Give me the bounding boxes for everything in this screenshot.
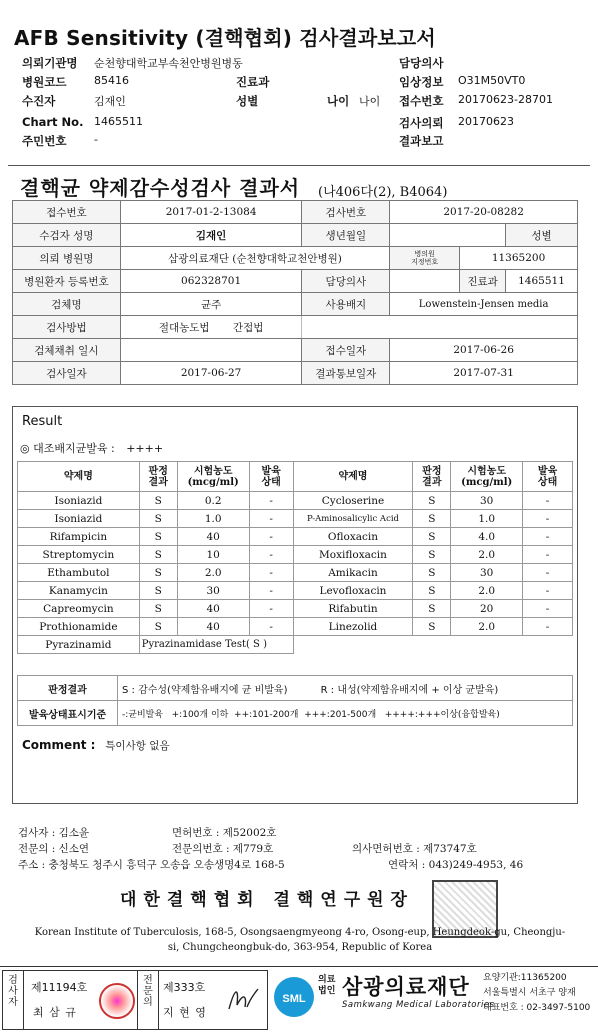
cell-label: 검사번호 [302,201,390,224]
report-date: 2017-07-31 [390,362,578,385]
institute-name-ko: 대한결핵협회 결핵연구원장 [120,890,414,910]
drug-growth: - [523,528,573,546]
control-growth-label: ◎ 대조배지균발육 : [20,442,115,455]
drug-row [18,564,573,582]
drug-row [18,528,573,546]
cell-label: 검체채취 일시 [13,339,121,362]
patient-value: 김재인 [94,95,126,108]
drug-name: Prothionamide [18,618,140,636]
cell-label: 병원환자 등록번호 [13,270,121,293]
specialist-vlabel: 전 문 의 [143,975,153,1008]
drug-growth: - [249,546,293,564]
comment [22,738,169,753]
drug-concentration: 40 [177,528,249,546]
header-verdict: 판정 결과 [139,462,177,492]
drug-verdict: S [413,618,451,636]
drug-concentration: 4.0 [451,528,523,546]
drug-growth: - [249,492,293,510]
drug-verdict: S [139,618,177,636]
drug-concentration: 1.0 [177,510,249,528]
cell-label: 성별 [506,224,578,247]
dob [390,224,506,247]
method-1: 절대농도법 [158,321,210,334]
comment-label: Comment : [22,738,96,752]
registration-no: 062328701 [120,270,302,293]
hospital-code: 11365200 [460,247,578,270]
hospital-name: 삼광의료재단 (순천향대학교천안병원) [120,247,390,270]
tester-name: 최 삼 규 [33,1006,77,1019]
cell-label: 수검자 성명 [13,224,121,247]
test-request-label: 검사의뢰 [399,116,444,130]
hospital-code-value: 85416 [94,74,129,87]
institution-code: 요양기관:11365200 [483,973,567,983]
result-report-label: 결과보고 [399,134,444,148]
sex-label: 성별 [236,94,259,108]
drug-name: P-Aminosalicylic Acid [293,510,413,528]
clinical-info-value: O31M50VT0 [458,74,526,87]
drug-concentration: 30 [451,492,523,510]
drug-verdict: S [139,510,177,528]
receive-date: 2017-06-26 [390,339,578,362]
drug-name: Ethambutol [18,564,140,582]
comment-value: 특이사항 없음 [105,740,170,752]
header-drug: 약제명 [293,462,413,492]
drug-verdict: S [413,546,451,564]
drug-growth: - [523,510,573,528]
drug-verdict: S [139,528,177,546]
drug-growth: - [523,618,573,636]
department: 1465511 [506,270,578,293]
chart-no-value: 1465511 [94,115,143,128]
drug-verdict: S [413,564,451,582]
institution-address: 서울특별시 서초구 양재 [483,988,576,998]
drug-verdict: S [413,582,451,600]
drug-table [17,461,573,654]
drug-concentration: 10 [177,546,249,564]
drug-concentration: 40 [177,600,249,618]
method [120,316,302,339]
patient-label: 수진자 [22,94,56,108]
header-verdict: 판정 결과 [413,462,451,492]
result-title: Result [22,414,63,429]
drug-growth: - [249,600,293,618]
drug-name: Isoniazid [18,492,140,510]
institute-name-en: Korean Institute of Tuberculosis, 168-5, Osongsaengmyeong 4-ro, Osong-eup, Heungdeok-gu, Cheongju-si, Chungcheongbuk-do, 363-954, Republic of Korea [34,927,566,953]
drug-growth: - [249,582,293,600]
drug-name: Capreomycin [18,600,140,618]
cell-label: 검사방법 [13,316,121,339]
drug-name: Isoniazid [18,510,140,528]
drug-concentration: 30 [451,564,523,582]
patient-info-table [12,200,578,385]
drug-verdict: S [139,582,177,600]
drug-name: Kanamycin [18,582,140,600]
drug-row [18,582,573,600]
header-growth: 발육 상태 [523,462,573,492]
cell-label: 생년월일 [302,224,390,247]
drug-verdict: S [413,600,451,618]
cell-label: 검체명 [13,293,121,316]
drug-name: Rifampicin [18,528,140,546]
age-value: 나이 [359,95,381,108]
drug-growth: - [249,510,293,528]
medium: Lowenstein-Jensen media [390,293,578,316]
drug-row [18,618,573,636]
tester-stamp [99,983,135,1019]
drug-growth: - [523,600,573,618]
drug-name: Pyrazinamid [18,636,140,654]
drug-name: Levofloxacin [293,582,413,600]
receipt-number-label: 접수번호 [399,94,444,108]
drug-verdict: S [139,564,177,582]
drug-concentration: 40 [177,618,249,636]
drug-row [18,546,573,564]
collect-date [120,339,302,362]
pyrazinamide-row [18,636,573,654]
drug-name: Amikacin [293,564,413,582]
drug-concentration: 2.0 [451,582,523,600]
growth-legend: -:균비발육 +:100개 이하 ++:101-200개 +++:201-500개 ++++:+++이상(융합발육) [118,701,573,726]
drug-row [18,600,573,618]
signature-box [2,970,268,1030]
drug-verdict: S [413,492,451,510]
cell-label: 접수일자 [302,339,390,362]
attending-doctor-label: 담당의사 [399,56,444,70]
receipt-number-value: 20170623-28701 [458,93,553,106]
drug-growth: - [523,492,573,510]
brand-english: Samkwang Medical Laboratories [342,1000,495,1010]
tester-number: 제11194호 [31,981,88,994]
header-conc: 시험농도 (mcg/ml) [451,462,523,492]
logo-text: SML [282,993,306,1005]
brand-name: 삼광의료재단 [342,975,470,999]
pza-result: Pyrazinamidase Test( S ) [139,636,293,654]
drug-name: Cycloserine [293,492,413,510]
specialist-license: 전문의번호 : 제779호 [172,843,274,855]
signature-scribble [225,983,261,1017]
drug-verdict: S [139,492,177,510]
header-growth: 발육 상태 [249,462,293,492]
report-title: AFB Sensitivity (결핵협회) 검사결과보고서 [14,26,436,50]
doctor [390,270,460,293]
cell-label: 의뢰 병원명 [13,247,121,270]
clinical-info-label: 임상정보 [399,75,444,89]
scan-report-code: (나406다(2), B4064) [318,185,448,200]
drug-name: Streptomycin [18,546,140,564]
drug-name: Ofloxacin [293,528,413,546]
drug-concentration: 20 [451,600,523,618]
chart-no-label: Chart No. [22,115,84,129]
drug-concentration: 2.0 [451,618,523,636]
brand-small-1: 의료 [318,975,336,985]
age-label: 나이 [327,94,350,108]
cell-label: 병의원 지정번호 [390,247,460,270]
drug-growth: - [249,564,293,582]
drug-name: Linezolid [293,618,413,636]
empty-cell [293,636,572,654]
verdict-r: R : 내성(약제함유배지에 + 이상 균발육) [320,684,499,696]
specimen: 균주 [120,293,302,316]
drug-name: Moxifloxacin [293,546,413,564]
drug-verdict: S [413,528,451,546]
brand-small-2: 법인 [318,986,336,996]
institution-phone: 대표번호 : 02-3497-5100 [483,1003,591,1013]
empty-cell [302,316,578,339]
address: 주소 : 충청북도 청주시 흥덕구 오송읍 오송생명4로 168-5 [18,859,285,871]
specialist-name: 지 현 영 [163,1006,207,1019]
growth-label: 발육상태표시기준 [18,701,118,726]
scan-report-title: 결핵균 약제감수성검사 결과서 [20,176,301,200]
examiner-license: 면허번호 : 제52002호 [172,827,277,839]
verdict-label: 판정결과 [18,676,118,701]
header-drug: 약제명 [18,462,140,492]
hospital-code-label: 병원코드 [22,75,67,89]
resident-no-label: 주민번호 [22,134,67,148]
drug-row [18,492,573,510]
drug-concentration: 2.0 [177,564,249,582]
drug-table-body [18,492,573,654]
drug-name: Rifabutin [293,600,413,618]
drug-growth: - [523,582,573,600]
control-growth-value: ++++ [126,442,164,455]
brand-prefix [318,975,335,997]
specialist-number: 제333호 [163,981,206,994]
drug-verdict: S [139,600,177,618]
requesting-institution-value: 순천향대학교부속천안병원병동 [94,57,243,70]
examiner: 검사자 : 김소윤 [18,827,90,839]
cell-label: 접수번호 [13,201,121,224]
test-no: 2017-20-08282 [390,201,578,224]
header-conc: 시험농도 (mcg/ml) [177,462,249,492]
footer [0,966,598,1035]
legend-table [17,675,573,726]
tester-vlabel: 검 사 자 [8,975,18,1008]
cell-label: 검사일자 [13,362,121,385]
method-2: 간접법 [232,321,264,334]
control-growth [20,440,163,456]
drug-concentration: 0.2 [177,492,249,510]
drug-row [18,510,573,528]
drug-concentration: 30 [177,582,249,600]
contact: 연락처 : 043)249-4953, 46 [388,859,524,871]
patient-name: 김재인 [120,224,302,247]
doctor-license: 의사면허번호 : 제73747호 [352,843,477,855]
verdict-s: S : 감수성(약제함유배지에 균 비발육) [122,684,288,696]
drug-verdict: S [139,546,177,564]
verdict-legend [118,676,573,701]
drug-verdict: S [413,510,451,528]
department-label: 진료과 [236,75,270,89]
drug-growth: - [523,564,573,582]
cell-label: 사용배지 [302,293,390,316]
drug-growth: - [249,528,293,546]
cell-label: 결과통보일자 [302,362,390,385]
requesting-institution-label: 의뢰기관명 [22,56,78,70]
drug-concentration: 1.0 [451,510,523,528]
cell-label: 담당의사 [302,270,390,293]
test-request-value: 20170623 [458,115,514,128]
drug-growth: - [523,546,573,564]
receipt-no: 2017-01-2-13084 [120,201,302,224]
sml-logo [272,975,316,1019]
cell-label: 진료과 [460,270,506,293]
specialist: 전문의 : 신소연 [18,843,90,855]
drug-growth: - [249,618,293,636]
drug-concentration: 2.0 [451,546,523,564]
resident-no-value: - [94,133,98,146]
institution-info [483,971,597,1016]
test-date: 2017-06-27 [120,362,302,385]
